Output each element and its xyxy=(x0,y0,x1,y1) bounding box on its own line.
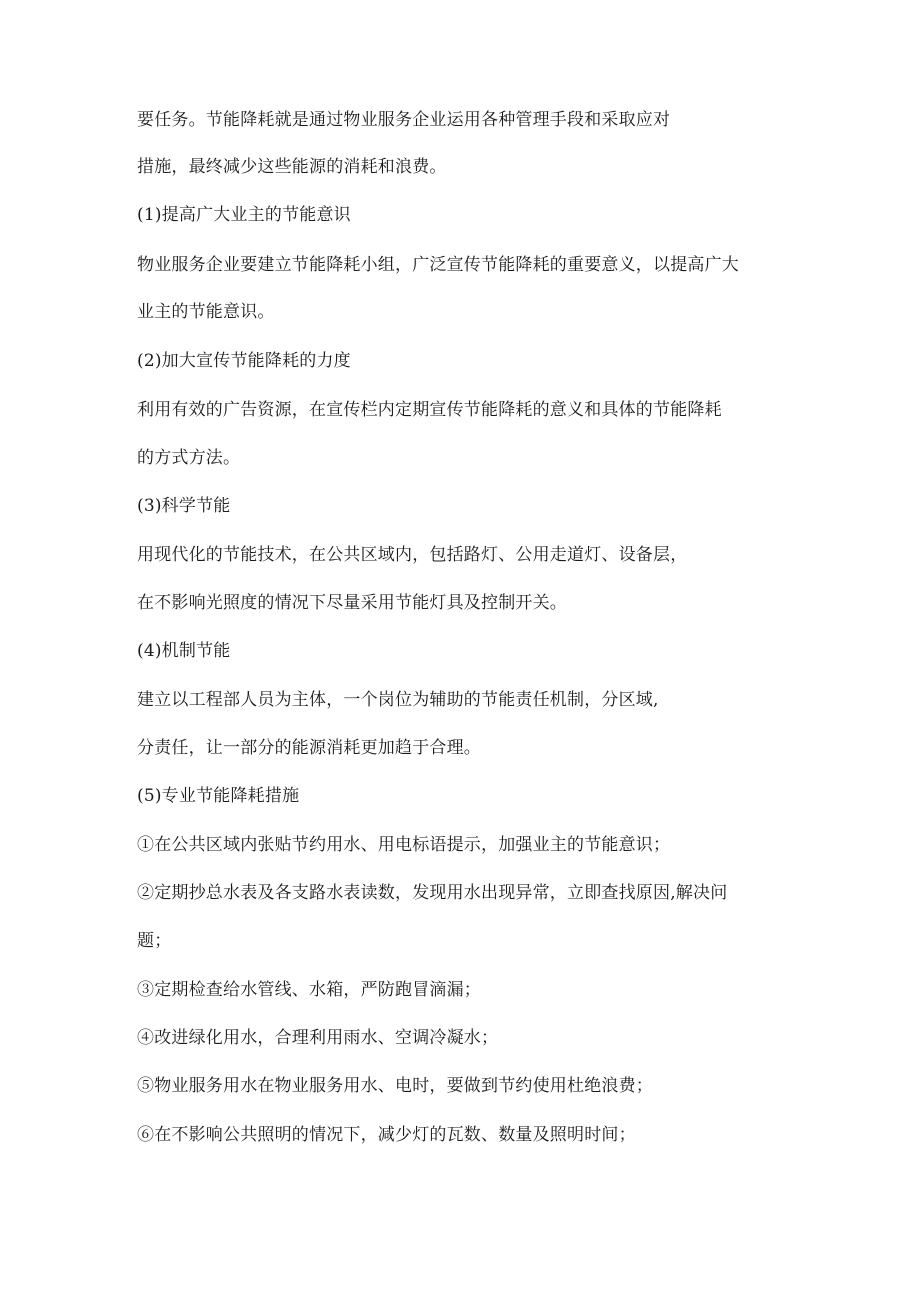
paragraph-line: 利用有效的广告资源，在宣传栏内定期宣传节能降耗的意义和具体的节能降耗 xyxy=(137,400,722,420)
paragraph-line: 业主的节能意识。 xyxy=(137,302,275,322)
list-item: ②定期抄总水表及各支路水表读数，发现用水出现异常，立即查找原因,解决问 xyxy=(137,883,728,903)
paragraph-line: 的方式方法。 xyxy=(137,448,241,468)
paragraph-line: 用现代化的节能技术，在公共区域内，包括路灯、公用走道灯、设备层， xyxy=(137,545,688,565)
paragraph-line: 分责任，让一部分的能源消耗更加趋于合理。 xyxy=(137,738,481,758)
section-heading-3: (3)科学节能 xyxy=(137,496,231,516)
paragraph-line: 建立以工程部人员为主体，一个岗位为辅助的节能责任机制，分区域, xyxy=(137,690,659,710)
section-heading-5: (5)专业节能降耗措施 xyxy=(137,786,300,806)
list-item: ⑥在不影响公共照明的情况下，减少灯的瓦数、数量及照明时间； xyxy=(137,1125,636,1145)
paragraph-line: 物业服务企业要建立节能降耗小组，广泛宣传节能降耗的重要意义，以提高广大 xyxy=(137,255,739,275)
list-item: ④改进绿化用水，合理利用雨水、空调冷凝水； xyxy=(137,1028,499,1048)
section-heading-2: (2)加大宣传节能降耗的力度 xyxy=(137,351,351,371)
list-item: ①在公共区域内张贴节约用水、用电标语提示，加强业主的节能意识； xyxy=(137,835,671,855)
paragraph-line: 措施，最终减少这些能源的消耗和浪费。 xyxy=(137,157,447,177)
paragraph-line: 要任务。节能降耗就是通过物业服务企业运用各种管理手段和采取应对 xyxy=(137,110,671,130)
list-item: ③定期检查给水管线、水箱，严防跑冒滴漏； xyxy=(137,980,481,1000)
list-item-continuation: 题； xyxy=(137,931,172,951)
paragraph-line: 在不影响光照度的情况下尽量采用节能灯具及控制开关。 xyxy=(137,593,567,613)
section-heading-1: (1)提高广大业主的节能意识 xyxy=(137,205,351,225)
section-heading-4: (4)机制节能 xyxy=(137,641,231,661)
list-item: ⑤物业服务用水在物业服务用水、电时，要做到节约使用杜绝浪费； xyxy=(137,1076,653,1096)
